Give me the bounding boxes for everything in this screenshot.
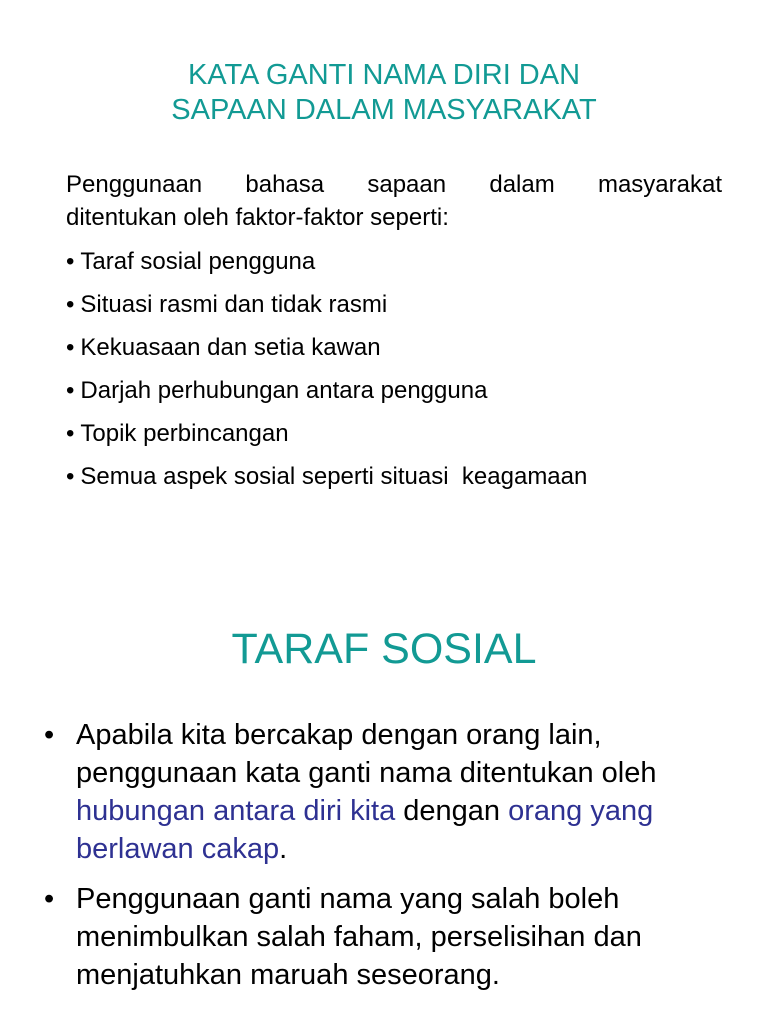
factor-item-text: Situasi rasmi dan tidak rasmi	[80, 291, 388, 318]
bullet-icon: •	[66, 377, 75, 404]
slide-1-title-line-1: KATA GANTI NAMA DIRI DAN	[187, 59, 581, 91]
slide-1-title	[0, 58, 768, 128]
point-1-text-a: Apabila kita bercakap dengan orang lain, penggunaan kata ganti nama ditentukan oleh	[76, 719, 657, 789]
factor-item	[66, 244, 587, 287]
point-1-text-b: dengan	[395, 795, 509, 827]
factor-item	[66, 459, 587, 502]
slide-2-title: TARAF SOSIAL	[231, 625, 537, 673]
factor-item-text: Taraf sosial pengguna	[80, 248, 316, 275]
factor-item-text: Darjah perhubungan antara pengguna	[80, 377, 488, 404]
intro-line-1: Penggunaan bahasa sapaan dalam masyarakat	[66, 171, 722, 198]
factor-item	[66, 373, 587, 416]
intro-paragraph	[66, 168, 722, 234]
point-2-text: Penggunaan ganti nama yang salah boleh menimbulkan salah faham, perselisihan dan menjatuhkan maruah seseorang.	[76, 883, 642, 991]
point-1	[42, 716, 742, 868]
factor-item-text: Topik perbincangan	[80, 420, 289, 447]
point-1-highlight-b: orang yang berlawan cakap	[76, 795, 654, 865]
bullet-icon: •	[66, 291, 75, 318]
point-2	[42, 880, 742, 994]
bullet-icon: •	[66, 248, 75, 275]
factor-item-text: Semua aspek sosial seperti situasi keagamaan	[80, 463, 588, 490]
point-1-text-c: .	[279, 833, 288, 865]
bullet-icon: •	[66, 463, 75, 490]
factor-item	[66, 287, 587, 330]
factor-item	[66, 330, 587, 373]
factor-list	[66, 244, 587, 502]
point-1-highlight-a: hubungan antara diri kita	[76, 795, 396, 827]
bullet-icon: •	[66, 420, 75, 447]
bullet-icon: •	[44, 719, 55, 751]
slide-1-title-line-2: SAPAAN DALAM MASYARAKAT	[171, 94, 597, 126]
factor-item-text: Kekuasaan dan setia kawan	[80, 334, 381, 361]
factor-item	[66, 416, 587, 459]
intro-line-2: ditentukan oleh faktor-faktor seperti:	[66, 204, 449, 231]
bullet-icon: •	[44, 883, 55, 915]
taraf-sosial-list	[42, 716, 742, 1006]
bullet-icon: •	[66, 334, 75, 361]
slide-2	[0, 512, 768, 1024]
